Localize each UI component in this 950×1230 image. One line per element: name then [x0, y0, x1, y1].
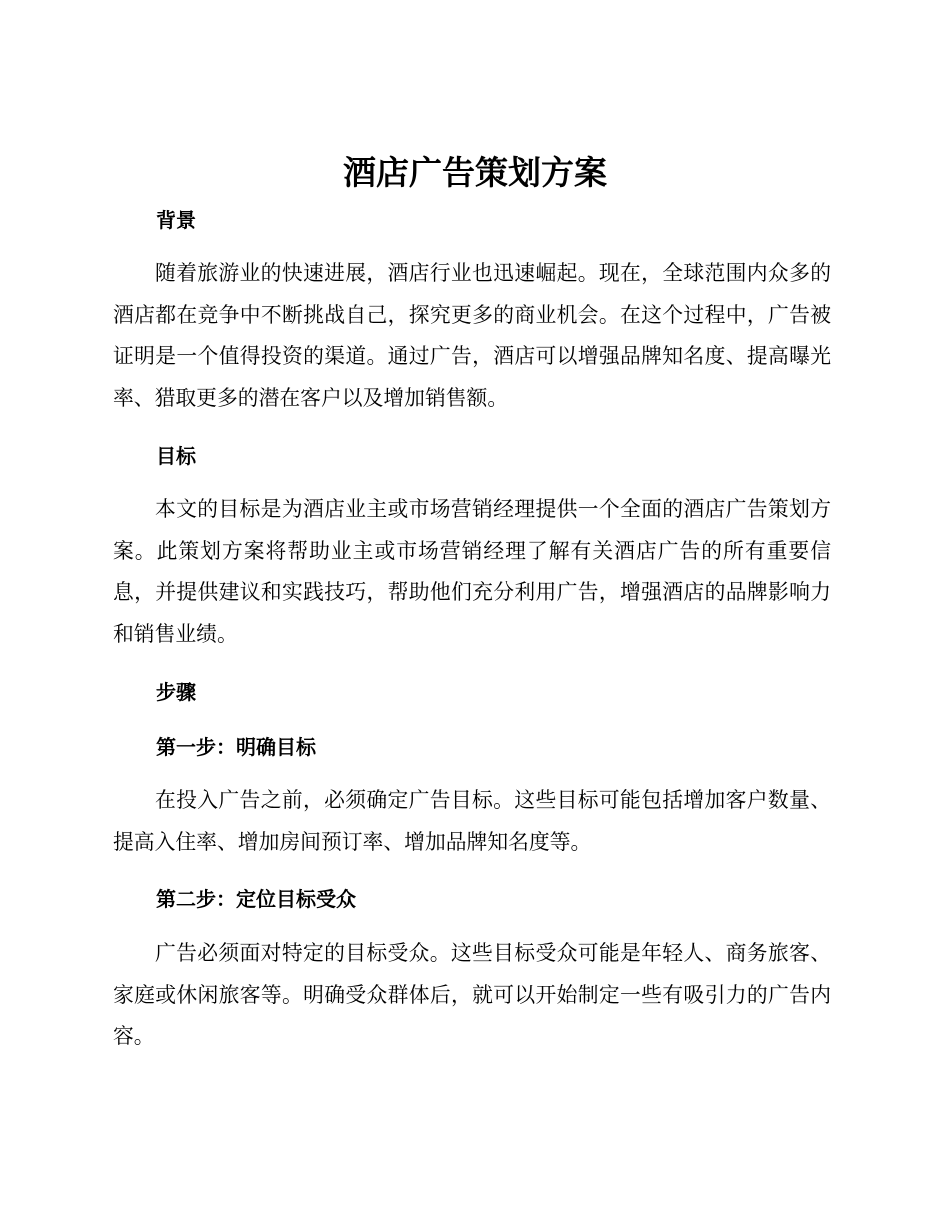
paragraph-background: 随着旅游业的快速进展，酒店行业也迅速崛起。现在，全球范围内众多的酒店都在竞争中不断挑战自己，探究更多的商业机会。在这个过程中，广告被证明是一个值得投资的渠道。通过广告，酒店可以增强品牌知名度、提高曝光率、猎取更多的潜在客户以及增加销售额。: [113, 261, 831, 410]
paragraph-step-2: 广告必须面对特定的目标受众。这些目标受众可能是年轻人、商务旅客、家庭或休闲旅客等。明确受众群体后，就可以开始制定一些有吸引力的广告内容。: [113, 941, 831, 1048]
section-heading-background: 背景: [156, 208, 196, 232]
step-heading-2: 第二步：定位目标受众: [156, 887, 356, 911]
section-heading-goal: 目标: [156, 444, 196, 468]
step-heading-1: 第一步：明确目标: [156, 735, 316, 759]
document-title: 酒店广告策划方案: [343, 153, 607, 192]
section-heading-steps: 步骤: [156, 680, 196, 704]
paragraph-goal: 本文的目标是为酒店业主或市场营销经理提供一个全面的酒店广告策划方案。此策划方案将帮助业主或市场营销经理了解有关酒店广告的所有重要信息，并提供建议和实践技巧，帮助他们充分利用广告，增强酒店的品牌影响力和销售业绩。: [113, 497, 831, 646]
paragraph-step-1: 在投入广告之前，必须确定广告目标。这些目标可能包括增加客户数量、提高入住率、增加房间预订率、增加品牌知名度等。: [113, 788, 831, 854]
